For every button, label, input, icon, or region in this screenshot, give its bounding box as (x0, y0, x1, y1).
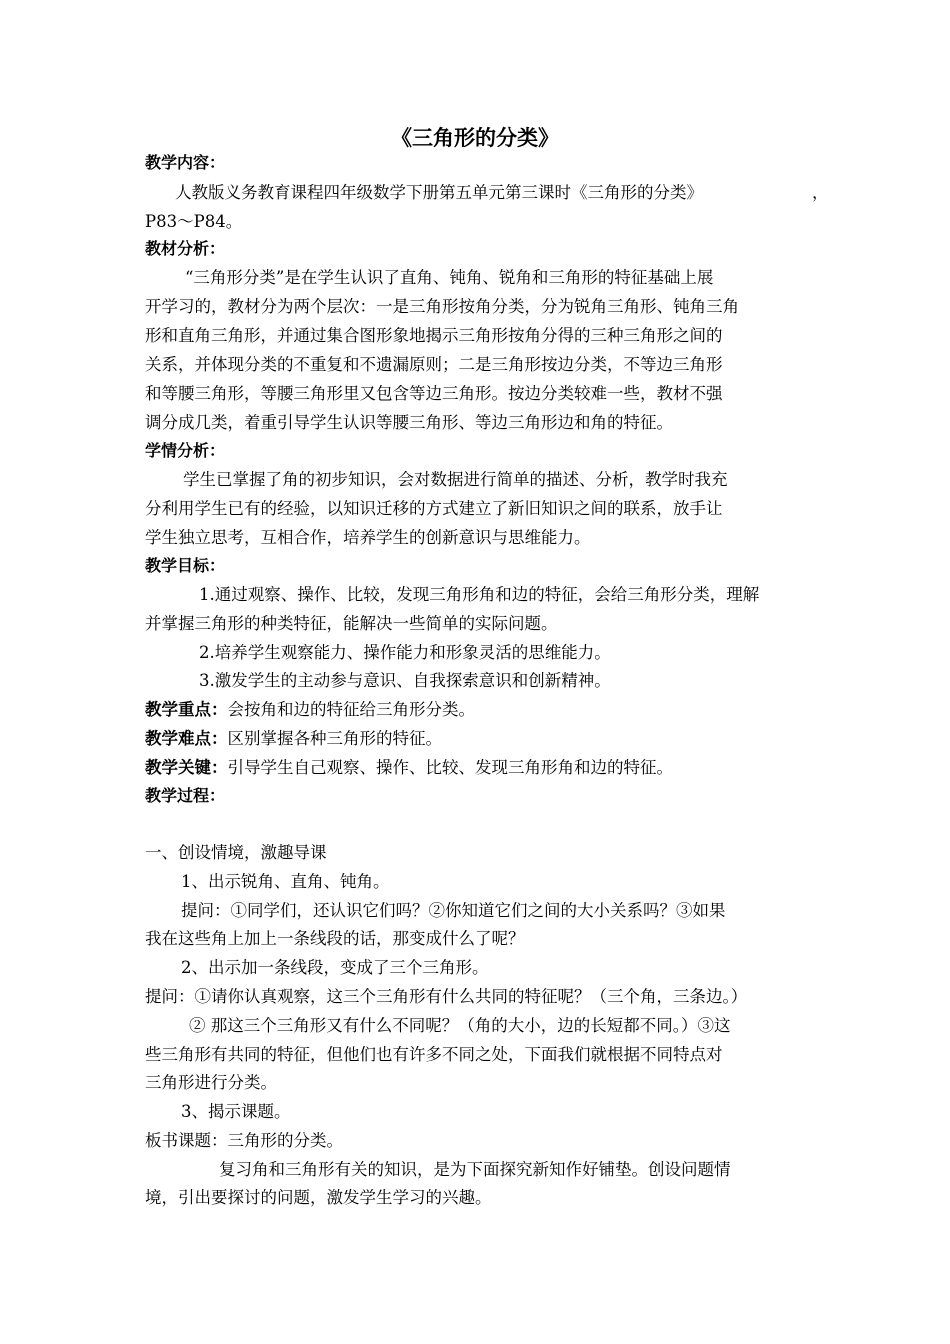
process-line: 三角形进行分类。 (145, 1073, 277, 1092)
process-line: 提问：①同学们，还认识它们吗？②你知道它们之间的大小关系吗？③如果 (181, 901, 726, 920)
students-line: 学生独立思考，互相合作，培养学生的创新意识与思维能力。 (145, 528, 591, 547)
analysis-line: 开学习的，教材分为两个层次：一是三角形按角分类，分为锐角三角形、钝角三角 (145, 297, 739, 316)
key-point-text: 会按角和边的特征给三角形分类。 (227, 700, 475, 719)
students-line: 学生已掌握了角的初步知识，会对数据进行简单的描述、分析，教学时我充 (183, 470, 728, 489)
analysis-line: 和等腰三角形，等腰三角形里又包含等边三角形。按边分类较难一些，教材不强 (145, 384, 723, 403)
process-line: 2、出示加一条线段，变成了三个三角形。 (181, 958, 489, 977)
section-heading-content: 教学内容： (145, 153, 226, 172)
process-line: 境，引出要探讨的问题，激发学生学习的兴趣。 (145, 1188, 492, 1207)
document-title: 《三角形的分类》 (391, 125, 559, 150)
difficulty-row (145, 724, 825, 754)
content-comma: ， (812, 183, 829, 202)
analysis-line: 调分成几类，着重引导学生认识等腰三角形、等边三角形边和角的特征。 (145, 413, 673, 432)
process-line: 一、创设情境，激趣导课 (145, 843, 327, 862)
process-line: ② 那这三个三角形又有什么不同呢？（角的大小，边的长短都不同。）③这 (189, 1016, 731, 1035)
analysis-line: 形和直角三角形，并通过集合图形象地揭示三角形按角分得的三种三角形之间的 (145, 326, 723, 345)
goals-line: 并掌握三角形的种类特征，能解决一些简单的实际问题。 (145, 614, 558, 633)
crux-text: 引导学生自己观察、操作、比较、发现三角形角和边的特征。 (227, 758, 673, 777)
difficulty-label: 教学难点： (145, 729, 228, 748)
students-line: 分利用学生已有的经验，以知识迁移的方式建立了新旧知识之间的联系，放手让 (145, 499, 723, 518)
section-heading-students: 学情分析： (145, 441, 226, 460)
process-line: 复习角和三角形有关的知识，是为下面探究新知作好铺垫。创设问题情 (219, 1160, 731, 1179)
goals-line: 3.激发学生的主动参与意识、自我探索意识和创新精神。 (199, 671, 611, 690)
section-heading-process: 教学过程： (145, 786, 226, 805)
process-line: 我在这些角上加上一条线段的话，那变成什么了呢？ (145, 929, 525, 948)
process-line: 1、出示锐角、直角、钝角。 (181, 872, 390, 891)
key-point-row (145, 695, 825, 725)
content-line: 人教版义务教育课程四年级数学下册第五单元第三课时《三角形的分类》 (175, 183, 703, 202)
process-line: 提问：①请你认真观察，这三个三角形有什么共同的特征呢？（三个角，三条边。） (145, 987, 748, 1006)
process-line: 些三角形有共同的特征，但他们也有许多不同之处，下面我们就根据不同特点对 (145, 1045, 723, 1064)
section-heading-goals: 教学目标： (145, 556, 226, 575)
analysis-line: 关系，并体现分类的不重复和不遗漏原则；二是三角形按边分类，不等边三角形 (145, 355, 723, 374)
goals-line: 1.通过观察、操作、比较，发现三角形角和边的特征，会给三角形分类，理解 (199, 585, 760, 604)
crux-label: 教学关键： (145, 758, 228, 777)
process-line: 板书课题：三角形的分类。 (145, 1131, 343, 1150)
analysis-line: “三角形分类”是在学生认识了直角、钝角、锐角和三角形的特征基础上展 (185, 268, 714, 287)
crux-row (145, 753, 825, 783)
process-line: 3、揭示课题。 (181, 1102, 291, 1121)
content-line: P83～P84。 (145, 212, 243, 231)
difficulty-text: 区别掌握各种三角形的特征。 (227, 729, 442, 748)
goals-line: 2.培养学生观察能力、操作能力和形象灵活的思维能力。 (199, 643, 611, 662)
section-heading-analysis: 教材分析： (145, 239, 226, 258)
key-point-label: 教学重点： (145, 700, 228, 719)
